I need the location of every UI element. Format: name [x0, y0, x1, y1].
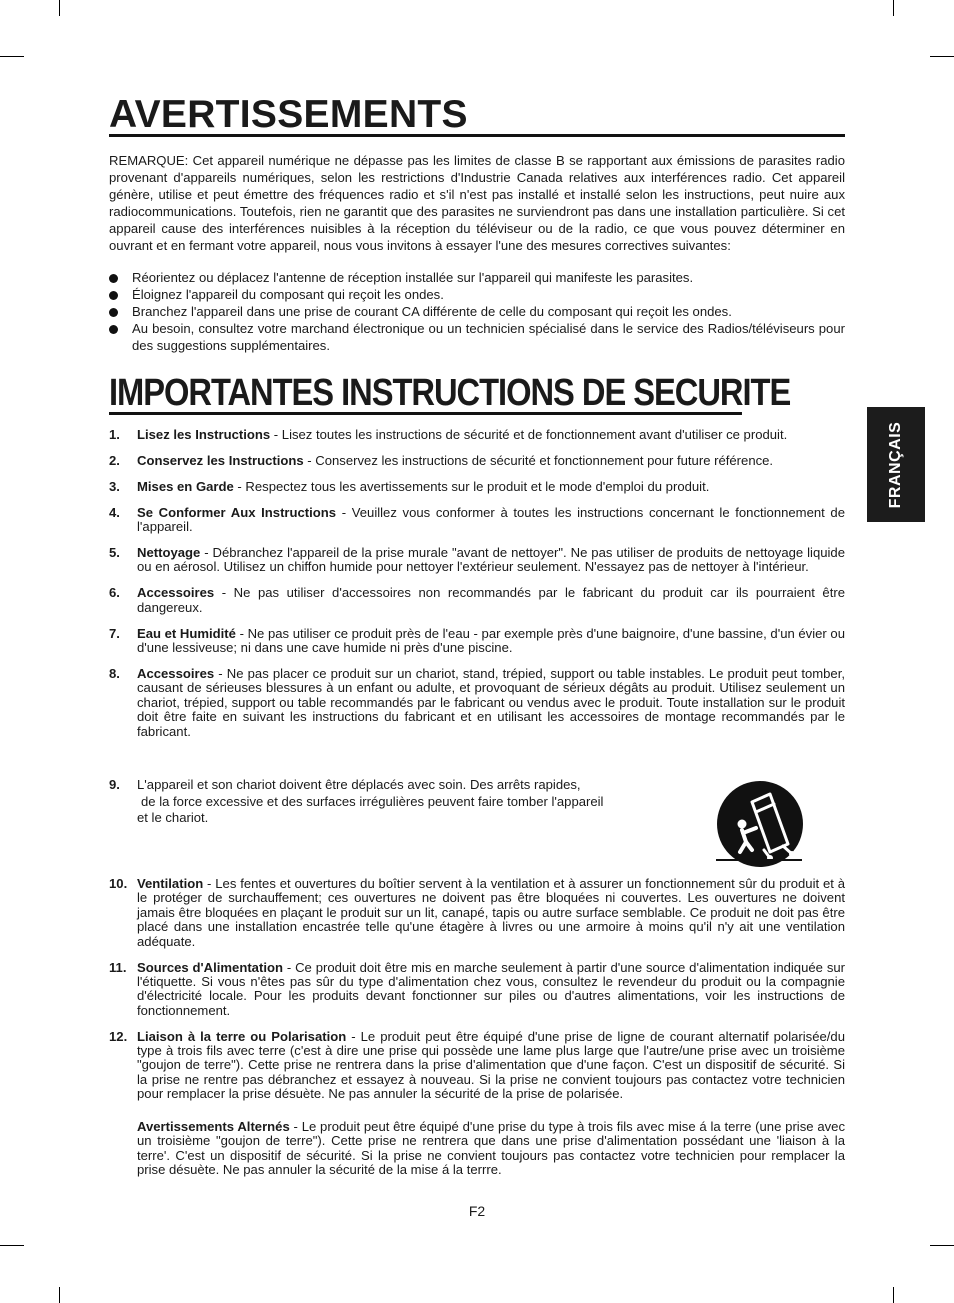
instruction-item: 1. Lisez les Instructions - Lisez toutes les instructions de sécurité et de fonctionnement avant d'utiliser ce produit. [109, 427, 788, 442]
language-tab: FRANÇAIS [867, 407, 925, 522]
instruction-item: 4. Se Conformer Aux Instructions - Veuillez vous conformer à toutes les instructions concernant le fonctionnement de l'appareil. [109, 504, 845, 535]
crop-mark [59, 0, 60, 16]
cart-tip-over-warning-icon [712, 780, 808, 868]
crop-mark [930, 1245, 954, 1246]
instruction-item: 11. Sources d'Alimentation - Ce produit doit être mis en marche seulement à partir d'une source d'alimentation indiquée sur l'étiquette. Si vous n'êtes pas sûr du type d'alimentation chez vous, consultez le revendeur du produit ou la compagnie d'électricité locale. Pour les produits devant fonctionner sur piles ou d'autres alimentations, voir les instructions de fonctionnement. [109, 959, 846, 1018]
instruction-item: 6. Accessoires - Ne pas utiliser d'accessoires non recommandés par le fabricant du produit car ils pourraient être dangereux. [109, 585, 845, 615]
bullet-icon [109, 291, 118, 300]
crop-mark [930, 56, 954, 57]
instruction-item: 3. Mises en Garde - Respectez tous les avertissements sur le produit et le mode d'emploi du produit. [109, 478, 710, 494]
crop-mark [59, 1287, 60, 1303]
instruction-item: 12. Liaison à la terre ou Polarisation - Le produit peut être équipé d'une prise de ligne de courant alternatif polarisée/du type à trois fils avec terre (c'est à dire une prise qui possède une lame plus large que l'autre/une prise avec un troisième "goujon de terre"). Cette prise ne rentrera dans la prise d'alimentation que d'une façon. C'est un dispositif de sécurité. Si la prise ne rentre pas débranchez et essayez à nouveau. Si la prise ne convient toujours pas contactez votre technicien pour remplacer la prise désuète. Ne pas annuler la sécurité de la prise de polarisée. Avertissements Alternés - Le produit peut être équipé d'une prise du type à trois fils avec mise á la terre (une prise avec un troisième "goujon de terre"). Cette prise ne rentrera que dans une prise d'alimentation possédant une 'liaison à la terre'. C'est un dispositif de sécurité. Si la prise ne convient toujours pas contactez votre technicien pour remplacer la prise désuète. Ne pas annuler la sécurité de la mise á la terrre. [109, 1028, 845, 1177]
crop-mark [0, 56, 24, 57]
list-item: Au besoin, consultez votre marchand électronique ou un technicien spécialisé dans le service des Radios/téléviseurs pour des suggestions supplémentaires. [109, 321, 845, 355]
instruction-item: 5. Nettoyage - Débranchez l'appareil de la prise murale "avant de nettoyer". Ne pas utiliser de produits de nettoyage liquide ou en aérosol. Utilisez un chiffon humide pour nettoyer l'extérieur seulement. N'essayez pas de nettoyer à l'intérieur. [109, 545, 845, 575]
alternate-warnings-paragraph: Avertissements Alternés - Le produit peut être équipé d'une prise du type à trois fils avec mise á la terre (une prise avec un troisième "goujon de terre"). Cette prise ne rentrera que dans une prise d'alimentation possédant une 'liaison à la terre'. C'est un dispositif de sécurité. Si la prise ne convient toujours pas contactez votre technicien pour remplacer la prise désuète. Ne pas annuler la sécurité de la mise á la terrre. [137, 1118, 845, 1177]
heading-safety-instructions: IMPORTANTES INSTRUCTIONS DE SECURITE [109, 372, 791, 414]
remark-paragraph: REMARQUE: Cet appareil numérique ne dépasse pas les limites de classe B se rapportant aux émissions de parasites radio provenant d'appareils numériques, selon les restrictions d'Industrie Canada relatives aux interférences radio. Cet appareil génère, utilise et peut émettre des fréquences radio et s'il n'est pas installé et installé selon les instructions, peut nuire aux radiocommunications. Toutefois, rien ne garantit que des parasites ne surviendront pas dans une installation particulière. Si cet appareil cause des interférences nuisibles à la réception du téléviseur ou de la radio, ce que vous pouvez déterminer en ouvrant et en fermant votre appareil, nous vous invitons à essayer l'une des mesures correctives suivantes: [109, 153, 845, 253]
page-number: F2 [468, 1203, 486, 1219]
crop-mark [893, 1287, 894, 1303]
list-item: Branchez l'appareil dans une prise de courant CA différente de celle du composant qui reçoit les ondes. [109, 304, 845, 321]
crop-mark [0, 1245, 24, 1246]
heading-avertissements: AVERTISSEMENTS [109, 93, 845, 137]
list-item: Éloignez l'appareil du composant qui reçoit les ondes. [109, 287, 845, 304]
bullet-icon [109, 308, 118, 317]
corrective-measures-list [109, 270, 845, 355]
instruction-item: 8. Accessoires - Ne pas placer ce produit sur un chariot, stand, trépied, support ou table instables. Le produit peut tomber, causant de sérieuses blessures à un enfant ou adulte, et provoquant de sérieux dégâts au produit. Utilisez seulement un chariot, trépied, support ou table recommandés par le fabricant ou vendus avec le produit. Toute installation sur le produit doit être faite en suivant les instructions du fabricant et en utilisant les accessoires de montage recommandés par le fabricant. [109, 665, 845, 739]
list-item: Réorientez ou déplacez l'antenne de réception installée sur l'appareil qui manifeste les parasites. [109, 270, 845, 287]
bullet-icon [109, 325, 118, 334]
safety-instructions-list [109, 428, 845, 751]
bullet-icon [109, 274, 118, 283]
instruction-item: 7. Eau et Humidité - Ne pas utiliser ce produit près de l'eau - par exemple près d'une baignoire, d'une bassine, d'un évier ou d'une lessiveuse; ni dans une cave humide ni près d'une piscine. [109, 625, 845, 656]
crop-mark [893, 0, 894, 16]
instruction-item-9: 9. L'appareil et son chariot doivent être déplacés avec soin. Des arrêts rapides, de la force excessive et des surfaces irrégulières peuvent faire tomber l'appareil et le chariot. [109, 777, 604, 826]
instruction-item: 2. Conservez les Instructions - Conservez les instructions de sécurité et fonctionnement pour future référence. [109, 452, 774, 468]
instruction-item: 10. Ventilation - Les fentes et ouvertures du boîtier servent à la ventilation et à assurer un fonctionnement sûr du produit et à le protéger de surchauffement; ces ouvertures ne doivent pas être bloquées ni couvertes. Les ouvertures ne doivent jamais être bloquées en plaçant le produit sur un lit, canapé, tapis ou autre surface semblable. Ce produit ne doit pas être placé dans une installation encastrée telle qu'une étagère à livres ou une armoire à moins qu'il n'y ait une ventilation adéquate. [109, 876, 845, 949]
safety-instructions-list-continued [109, 877, 845, 1189]
